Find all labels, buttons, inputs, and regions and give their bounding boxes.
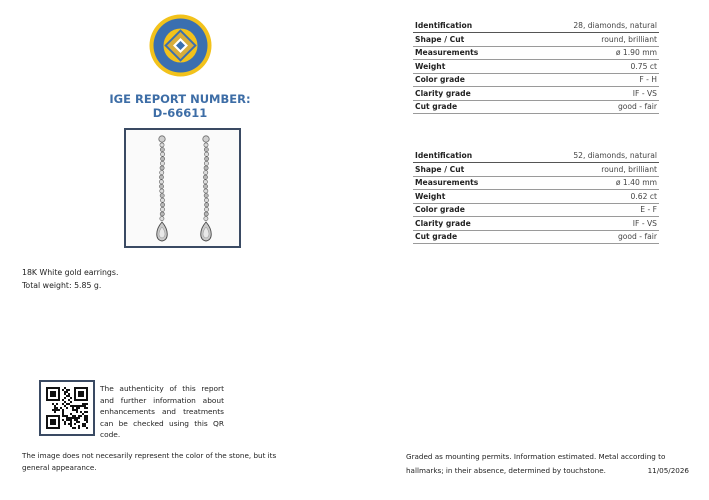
product-photo [124, 128, 241, 248]
ige-logo [149, 14, 212, 77]
spec-label: Color grade [413, 73, 520, 87]
table-row [413, 100, 659, 114]
qr-info-text: The authenticity of this report and further information about enhancements and treatments can be checked using this QR code. [100, 384, 224, 439]
spec-label: Color grade [413, 203, 520, 217]
description-line-1: 18K White gold earrings. [22, 268, 119, 277]
spec-label: Clarity grade [413, 217, 520, 231]
ige-seal-icon [149, 14, 212, 77]
grading-disclaimer [406, 450, 689, 478]
table-row [413, 46, 659, 60]
spec-value: good - fair [520, 230, 659, 244]
spec-label: Shape / Cut [413, 33, 520, 47]
table-row [413, 203, 659, 217]
spec-value: 28, diamonds, natural [520, 19, 659, 33]
spec-label: Measurements [413, 46, 520, 60]
table-row [413, 19, 659, 33]
spec-value: round, brilliant [520, 163, 659, 177]
spec-value: 0.62 ct [520, 190, 659, 204]
qr-code[interactable] [39, 380, 95, 436]
report-date: 11/05/2026 [647, 466, 689, 475]
report-number-block [100, 92, 260, 120]
table-row [413, 176, 659, 190]
qr-code-icon [45, 386, 89, 430]
table-row [413, 149, 659, 163]
spec-label: Cut grade [413, 100, 520, 114]
table-row [413, 87, 659, 101]
table-row [413, 60, 659, 74]
table-row [413, 217, 659, 231]
description-line-2: Total weight: 5.85 g. [22, 281, 102, 290]
grading-note: Graded as mounting permits. Information estimated. Metal according to hallmarks; in their absence, determined by touchstone. [406, 452, 666, 475]
spec-value: round, brilliant [520, 33, 659, 47]
earring-drop [157, 136, 168, 241]
item-description [22, 266, 118, 292]
table-row [413, 190, 659, 204]
table-row [413, 230, 659, 244]
spec-value: IF - VS [520, 87, 659, 101]
table-row [413, 73, 659, 87]
spec-table-2 [413, 149, 659, 244]
spec-label: Identification [413, 19, 520, 33]
spec-value: ø 1.40 mm [520, 176, 659, 190]
spec-label: Weight [413, 60, 520, 74]
spec-value: IF - VS [520, 217, 659, 231]
spec-value: E - F [520, 203, 659, 217]
spec-label: Measurements [413, 176, 520, 190]
earring-drop [201, 136, 212, 241]
spec-value: 52, diamonds, natural [520, 149, 659, 163]
earrings-image [126, 130, 239, 246]
spec-label: Cut grade [413, 230, 520, 244]
spec-value: F - H [520, 73, 659, 87]
spec-value: good - fair [520, 100, 659, 114]
table-row [413, 33, 659, 47]
spec-label: Identification [413, 149, 520, 163]
spec-label: Shape / Cut [413, 163, 520, 177]
spec-value: 0.75 ct [520, 60, 659, 74]
spec-value: ø 1.90 mm [520, 46, 659, 60]
report-heading: IGE REPORT NUMBER: [109, 92, 251, 106]
table-row [413, 163, 659, 177]
spec-label: Clarity grade [413, 87, 520, 101]
image-disclaimer: The image does not necesarily represent the color of the stone, but its general appearance. [22, 451, 277, 472]
spec-table-1 [413, 19, 659, 114]
report-number: D-66611 [152, 106, 208, 120]
spec-label: Weight [413, 190, 520, 204]
